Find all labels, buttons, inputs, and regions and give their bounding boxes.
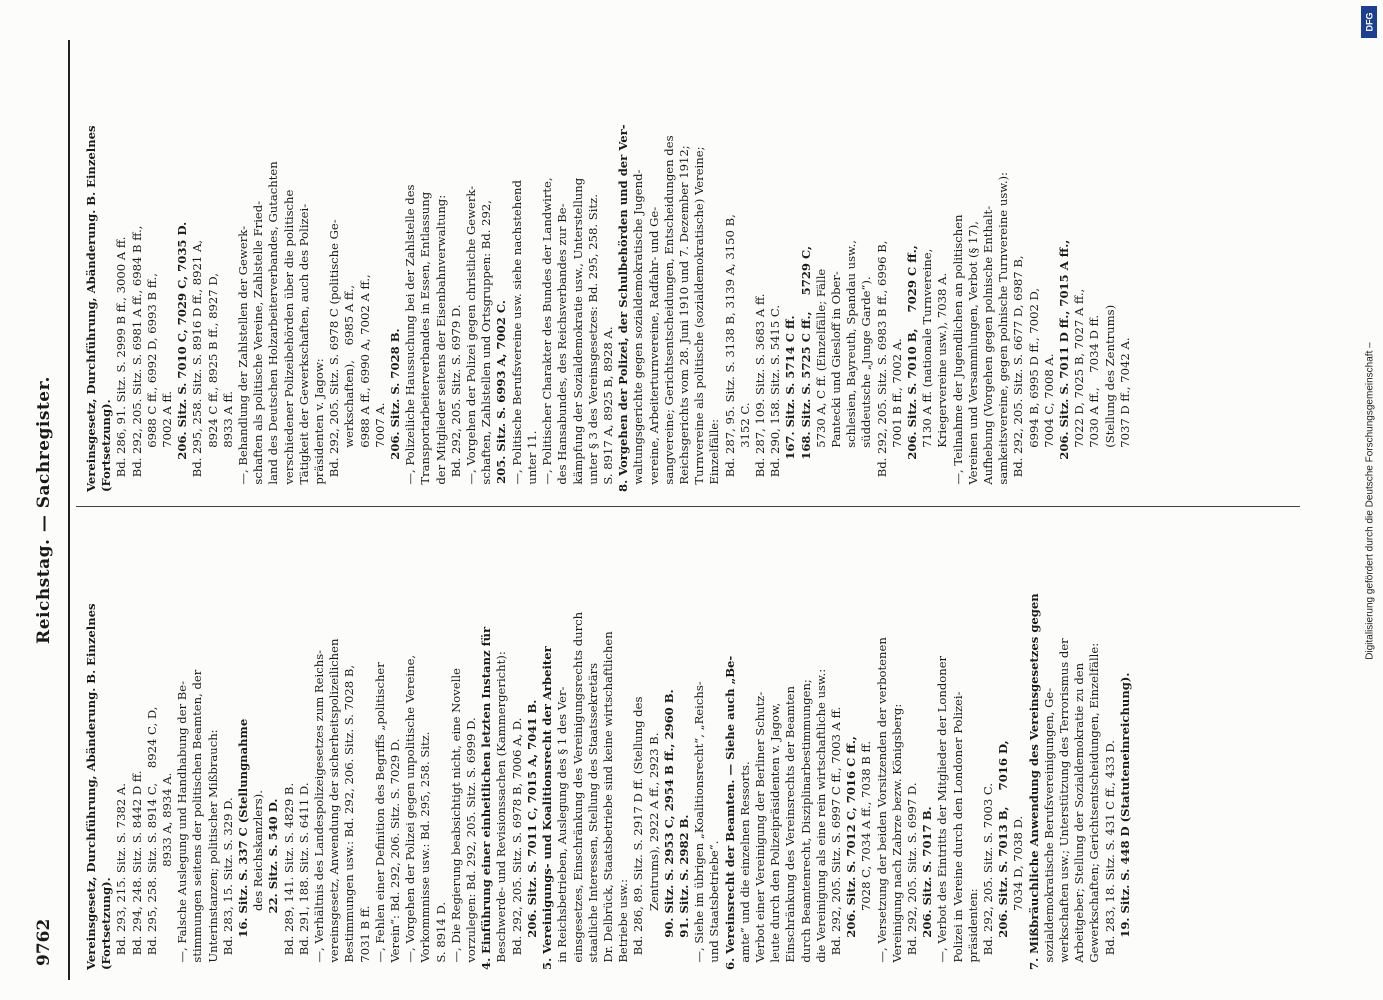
index-line: 7034 D, 7038 D. [1011,815,1026,970]
index-line: Beschwerde- und Revisionssachen (Kammergericht): [494,651,509,970]
index-line: vereine, Arbeiterturnvereine, Radfahr- und Ge- [646,206,661,492]
index-line: Bd. 292, 205. Sitz. S. 6981 A ff., 6984 B ff., [129,225,144,492]
page-number: 9762 [34,918,54,966]
index-line: —, Verhältnis des Landespolizeigesetzes zum Reichs- [312,649,327,970]
index-line: 206. Sitz. S. 7011 D ff., 7015 A ff., [1057,239,1071,492]
digitization-credit: Digitalisierung gefördert durch die Deutsche Forschungsgemeinschaft – [1364,342,1376,660]
index-line: 7130 A ff. (nationale Turnvereine, [920,248,935,492]
index-line: Vereinsgesetz, Durchführung, Abänderung. B. Einzelnes [84,603,98,970]
index-line: Unterinstanzen; politischer Mißbrauch: [205,729,220,970]
index-line: Betriebe usw.: [616,878,631,970]
index-line: Bd. 292, 205. Sitz. S. 6997 D. [904,782,919,970]
index-line: Bd. 295, 258. Sitz. S. 8914 C, 8924 C, D, [144,706,159,970]
index-line: (Stellung des Zentrums) [1102,304,1117,492]
index-line: süddeutsche „Junge Garde“). [859,276,874,492]
index-line: —, Politische Berufsvereine usw. siehe nachstehend [509,180,524,492]
index-line: Vereinigung nach Zabrze bezw. Königsberg: [889,703,904,970]
index-line: 7001 B ff., 7002 A. [889,338,904,492]
index-line: —, Die Regierung beabsichtigt nicht, eine Novelle [448,668,463,970]
index-line: 6. Vereinsrecht der Beamten. — Siehe auch „Be- [722,655,737,970]
index-line: Transportarbeiterverbandes in Essen, Entlassung [418,191,433,492]
index-line: vereinsgesetz, Anwendung der sicherheitspolizeilichen [327,638,342,970]
index-line: Turnvereine als politische (sozialdemokratische) Vereine; [692,146,707,492]
index-line: sozialdemokratische Berufsvereinigungen, Ge- [1041,687,1056,970]
index-line: Vereinen und Versammlungen, Verbot (§ 17), [965,221,980,492]
index-line: schlesien, Bayreuth, Spandau usw., [844,240,859,492]
index-line: Bd. 289, 141. Sitz. S. 4829 B. [281,782,296,970]
index-line: —, Teilnahme der Jugendlichen an politischen [950,214,965,492]
index-line: Polizei in Vereine durch den Londoner Polizei- [950,691,965,970]
index-line: 4. Einführung einer einheitlichen letzten Instanz für [479,626,494,970]
index-line: die Vereinigung als eine rein wirtschaftliche usw.: [813,668,828,970]
index-line: Tätigkeit der Gewerkschaften, auch des Polizei- [296,203,311,492]
index-line: Bd. 292, 205. Sitz. S. 6979 D. [448,304,463,492]
index-line: 3152 C. [737,402,752,492]
index-line: Bd. 292, 205. Sitz. S. 6978 C (politische Ge- [327,219,342,492]
index-line: des Reichskanzlers). [251,790,266,970]
index-line: samkeitsvereine, gegen polnische Turnvereine usw.): [996,172,1011,492]
index-line: 206. Sitz. S. 7017 B. [920,806,935,970]
index-line: Einschränkung des Vereinsrechts der Beamten [783,686,798,970]
index-line: —, Versetzung der beiden Vorsitzenden der verbotenen [874,637,889,970]
page-header [22,40,62,980]
index-line: 90. Sitz. S. 2953 C, 2954 B ff., 2960 B. [661,689,676,970]
index-line: —, Polizeiliche Haussuchung bei der Zahlstelle des [403,184,418,492]
index-line: amte“ und die einzelnen Ressorts. [737,761,752,970]
index-line: Bd. 292, 205. Sitz. S. 6983 B ff., 6996 B, [874,240,889,492]
index-line: Pantecki und Giesloff in Ober- [828,271,843,492]
index-line: Bd. 292, 205. Sitz. S. 7003 C. [980,782,995,970]
index-line: Bd. 292, 205. Sitz. S. 6997 C ff., 7003 A ff. [828,706,843,970]
index-line: Bestimmungen usw.: Bd. 292, 206. Sitz. S. 7028 B, [342,664,357,970]
running-head: Reichstag. — Sachregister. [34,376,54,644]
index-line: 7028 C, 7034 A ff., 7038 B ff. [859,740,874,970]
index-line: land des Deutschen Holzarbeiterverbandes, Gutachten [266,161,281,492]
dfg-credit-strip [1359,6,1381,996]
index-line: —, Vorgehen der Polizei gegen unpolitische Vereine, [403,654,418,970]
index-line: leute durch den Polizeipräsidenten v. Jagow, [768,702,783,970]
index-line: 7002 A ff. [160,391,175,492]
index-line: präsidenten: [965,888,980,970]
index-line: 8924 C ff., 8925 B ff., 8927 D, [205,273,220,492]
index-line: 7004 C, 7008 A. [1041,353,1056,492]
index-line: Bd. 283, 15. Sitz. S. 329 D. [220,797,235,970]
index-line: 5. Vereinigungs- und Koalitionsrecht der Arbeiter [540,646,555,970]
index-line: 8. Vorgehen der Polizei, der Schulbehörden und der Ver- [616,124,631,492]
index-line: 206. Sitz. S. 7011 C, 7015 A, 7041 B. [524,699,539,970]
index-line: —, Vorgehen der Polizei gegen christliche Gewerk- [464,185,479,492]
index-line: Arbeitgeber; Stellung der Sozialdemokratie zu den [1072,662,1087,970]
index-line: einsgesetzes, Einschränkung des Vereinigungsrechts durch [570,611,585,970]
index-line: Bd. 287, 109. Sitz. S. 3683 A ff. [752,293,767,492]
index-line: —, Siehe im übrigen „Koalitionsrecht“, „Reichs- [692,681,707,970]
index-line: Verein“: Bd. 292, 206. Sitz. S. 7029 D. [388,738,403,970]
index-line: sangvereine; Gerichtsentscheidungen, Entscheidungen des [661,135,676,492]
index-line: 206. Sitz. S. 7010 B, 7029 C ff., [904,245,919,492]
index-line: schaften als politische Vereine, Zahlstelle Fried- [251,200,266,492]
dfg-logo: DFG [1361,6,1377,38]
index-line: des Hansabundes, des Reichsverbandes zur Be- [555,203,570,492]
index-line: 6988 A ff., 6990 A, 7002 A ff., [357,274,372,492]
index-line: Gewerkschaften; Gerichtsentscheidungen, Einzelfälle: [1087,642,1102,970]
index-line: 206. Sitz. S. 7013 B, 7016 D, [996,740,1011,970]
index-line: 206. Sitz. S. 7010 C, 7029 C, 7035 D. [175,221,190,492]
index-line: durch Beamtenrecht, Disziplinarbestimmungen; [798,679,813,970]
index-line: S. 8914 D. [433,901,448,970]
index-line: 19. Sitz. S. 448 D (Statuteneinreichung). [1117,672,1132,970]
index-line: Vorkommnisse usw.: Bd. 295, 258. Sitz. [418,731,433,970]
header-rule [68,40,70,980]
index-line: vorzulegen: Bd. 292, 205. Sitz. S. 6999 D. [464,717,479,970]
index-line: Bd. 295, 258. Sitz. S. 8916 D ff., 8921 A, [190,239,205,492]
index-line: Bd. 290, 158. Sitz. S. 5415 C. [768,304,783,492]
index-line: werkschaften usw.; Unterstützung des Terrorismus der [1057,638,1071,970]
index-line: Dr. Delbrück, Staatsbetriebe sind keine wirtschaftlichen [600,631,615,970]
index-line: —, Verbot des Eintritts der Mitglieder der Londoner [935,655,950,970]
index-line: 6994 B, 6995 D ff., 7002 D, [1026,287,1041,492]
index-line: Bd. 286, 91. Sitz. S. 2999 B ff., 3000 A ff. [114,236,129,492]
index-line: 7. Mißbräuchliche Anwendung des Vereinsgesetzes gegen [1026,593,1041,970]
index-line: Verbot einer Vereinigung der Berliner Schutz- [752,691,767,970]
index-line: 5730 A, C ff. (Einzelfälle; Fälle [813,268,828,492]
index-line: präsidenten v. Jagow: [312,358,327,492]
index-line: schaften, Zahlstellen und Ortsgruppen: Bd. 292, [479,200,494,492]
index-line: Bd. 291, 188. Sitz. S. 6411 D. [296,782,311,970]
index-line: 7022 D, 7025 B, 7027 A ff., [1072,288,1087,492]
index-line: 16. Sitz. S. 337 C (Stellungnahme [236,718,251,970]
index-line: Bd. 293, 215. Sitz. S. 7382 A. [114,783,129,970]
index-line: Bd. 292, 205. Sitz. S. 6677 D, 6987 B, [1011,255,1026,492]
index-line: Bd. 292, 205. Sitz. S. 6978 B, 7006 A, D. [509,717,524,970]
index-line: 8933 A, 8934 A. [160,772,175,970]
index-line: 22. Sitz. S. 540 D. [266,798,281,970]
index-line: 7030 A ff., 7034 D ff. [1087,314,1102,492]
index-line: Kriegervereine usw.), 7038 A. [935,272,950,492]
index-line: verschiedener Polizeibehörden über die politische [281,189,296,492]
index-line: —, Behandlung der Zahlstellen der Gewerk- [236,226,251,492]
index-line: der Mitglieder seitens der Eisenbahnverwaltung: [433,194,448,492]
index-line: stimmungen seitens der politischen Beamten, der [190,669,205,970]
index-line: 6988 C ff., 6992 D, 6993 B ff., [144,273,159,492]
index-line: 91. Sitz. S. 2982 B. [676,814,691,970]
index-line: 168. Sitz. S. 5725 C ff., 5729 C, [798,245,813,492]
index-line: 7007 A. [372,402,387,492]
index-line: 7037 D ff., 7042 A. [1117,337,1132,492]
index-line: —, Falsche Auslegung und Handhabung der Be- [175,680,190,970]
index-line: in Reichsbetrieben, Auslegung des § 1 des Ver- [555,686,570,970]
index-line: 206. Sitz. S. 7012 C, 7016 C ff., [844,736,859,970]
index-line: unter § 3 des Vereinsgesetzes: Bd. 295, 258. Sitz. [585,194,600,492]
index-line: unter 11. [524,430,539,492]
index-line: Bd. 283, 18. Sitz. S. 431 C ff., 433 D. [1102,740,1117,970]
index-line: 206. Sitz. S. 7028 B. [388,328,403,492]
index-line: Bd. 287, 95. Sitz. S. 3138 B, 3139 A, 3150 B, [722,214,737,492]
index-line: Zentrums), 2922 A ff., 2923 B. [646,732,661,970]
index-line: Bd. 294, 248. Sitz. S. 8442 D ff. [129,770,144,970]
index-line: werkschaften), 6985 A ff., [342,284,357,492]
index-line: 7031 B ff. [357,905,372,970]
index-line: und Staatsbetriebe“. [707,840,722,970]
column-divider [76,506,1300,507]
index-line: Vereinsgesetz, Durchführung, Abänderung. B. Einzelnes [84,125,98,492]
index-line: Einzelfälle: [707,418,722,492]
index-line: waltungsgerichte gegen sozialdemokratische Jugend- [631,169,646,492]
index-line: —, Fehlen einer Definition des Begriffs „politischer [372,662,387,970]
index-line: —, Politischer Charakter des Bundes der Landwirte, [540,177,555,492]
index-line: kämpfung der Sozialdemokratie usw., Unterstellung [570,177,585,492]
index-line: 8933 A ff. [220,391,235,492]
index-line: 205. Sitz. S. 6993 A, 7002 C. [494,300,509,492]
index-line: staatliche Interessen, Stellung des Staatssekretärs [585,662,600,970]
left-column [84,522,1133,970]
index-line: S. 8917 A, 8925 B, 8928 A. [600,326,615,492]
index-line: Reichsgerichts vom 28. Juni 1910 und 7. Dezember 1912; [676,145,691,492]
index-line: Aufhebung (Vorgehen gegen polnische Enthalt- [980,205,995,492]
index-line: 167. Sitz. S. 5714 C ff. [783,315,798,492]
index-line: (Fortsetzung). [99,877,114,970]
index-line: Bd. 286, 89. Sitz. S. 2917 D ff. (Stellung des [631,696,646,970]
index-line: (Fortsetzung). [99,399,114,492]
right-column [84,40,1133,492]
